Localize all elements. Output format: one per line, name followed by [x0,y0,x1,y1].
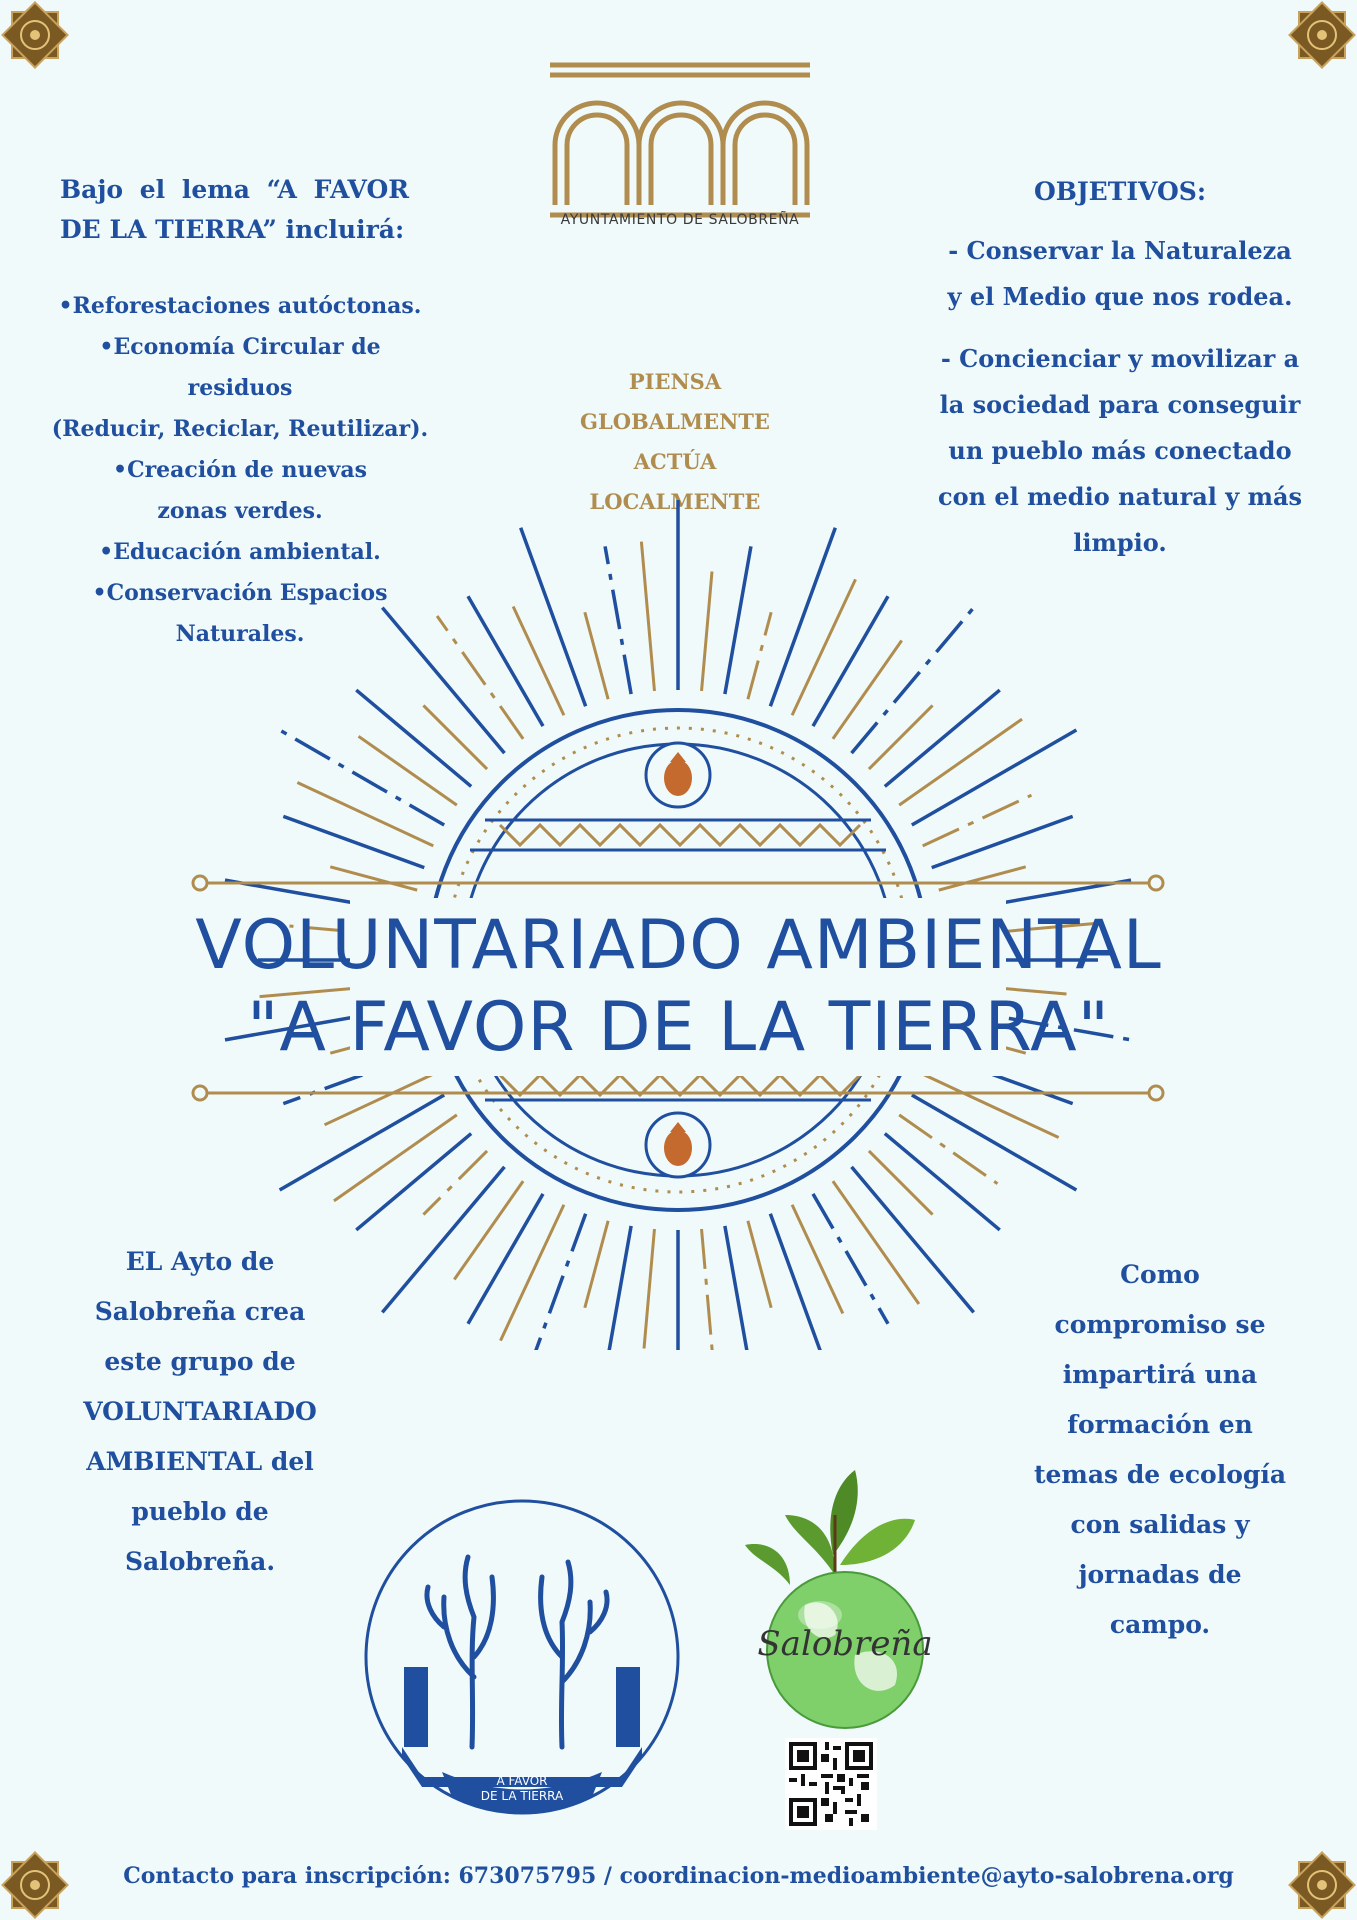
sunburst-ray [813,596,888,726]
sunburst-ray [932,816,1073,867]
objective-line: con el medio natural y más [937,482,1303,511]
sunburst-ray [468,1194,543,1324]
objective-line: - Concienciar y movilizar a [940,344,1300,373]
list-item: •Economía Circular de residuos [99,334,381,401]
list-item: •Creación de nuevas [113,457,367,483]
commitment-line: Como [1120,1260,1200,1289]
badge-line: A FAVOR [496,1774,548,1788]
star-ornament-icon [0,0,70,70]
star-ornament-icon [1287,0,1357,70]
sunburst-ray [833,1181,919,1304]
sunburst-ray [454,1181,523,1279]
sunburst-ray [359,736,457,805]
intro-line: Bajo el lema “A FAVOR [60,175,410,204]
globe-logo-text: Salobreña [757,1624,933,1664]
sunburst-ray [770,1214,835,1350]
sunburst-ray [923,1074,1059,1137]
sunburst-ray [334,1115,457,1201]
motto-line: PIENSA [628,369,722,394]
sunburst-ray [702,571,712,691]
description-line: EL Ayto de [125,1247,275,1276]
sunburst-ray [297,783,433,846]
sunburst-ray [356,1134,471,1230]
logo-caption: AYUNTAMIENTO DE SALOBREÑA [560,212,800,228]
salobrena-globe-logo [735,1455,955,1735]
contact-footer: Contacto para inscripción: 673075795 / coordinacion-medioambiente@ayto-salobrena.org [123,1863,1234,1889]
sunburst-ray [702,1229,715,1350]
arch-logo-icon [545,40,815,240]
sunburst-ray [852,1167,974,1313]
sunburst-ray [283,816,424,867]
commitment-line: temas de ecología [1033,1460,1287,1489]
commitment-line: impartirá una [1062,1360,1258,1389]
sunburst-ray [899,719,1022,805]
sunburst-ray [725,1226,751,1350]
sunburst-ray [770,528,835,707]
objective-line: un pueblo más conectado [948,436,1292,465]
sunburst-ray [605,546,631,694]
sunburst-ray [869,1151,933,1215]
sunburst-ray [869,705,933,769]
motto-line: GLOBALMENTE [580,409,770,434]
sunburst-ray [813,1194,888,1324]
qr-code-icon[interactable] [785,1738,877,1830]
list-item: •Reforestaciones autóctonas. [58,293,422,319]
sunburst-ray [423,705,487,769]
tree-badge-icon [362,1497,682,1817]
sunburst-ray [585,612,608,699]
sunburst-ray [792,579,855,715]
list-item: •Educación ambiental. [99,539,381,565]
commitment-line: compromiso se [1054,1310,1266,1339]
motto [545,362,805,522]
sunburst-ray [501,1205,564,1341]
globe-leaf-icon [735,1455,955,1735]
sunburst-ray [521,528,586,707]
description-line: Salobreña. [124,1547,276,1576]
description-line: pueblo de [131,1497,269,1526]
motto-line: LOCALMENTE [589,489,761,514]
description-line: AMBIENTAL del [86,1447,314,1476]
motto-line: ACTÚA [633,449,717,474]
description-line: este grupo de [104,1347,296,1376]
title-line: "A FAVOR DE LA TIERRA" [247,988,1110,1067]
title-line: VOLUNTARIADO AMBIENTAL [195,906,1162,985]
objective-line: - Conservar la Naturaleza [948,236,1292,265]
list-item: zonas verdes. [157,498,323,524]
sunburst-ray [468,596,543,726]
sunburst-ray [605,1226,631,1350]
sunburst-ray [899,1115,997,1184]
group-description [50,1237,350,1587]
list-item: (Reducir, Reciclar, Reutilizar). [51,416,429,442]
commitment-line: formación en [1067,1410,1253,1439]
intro-text [60,170,420,250]
sunburst-ray [423,1151,487,1215]
sunburst-ray [641,542,654,691]
sunburst-ray [330,867,417,890]
sunburst-ray [356,690,471,786]
sunburst-ray [885,690,1000,786]
sunburst-ray [521,1214,586,1350]
sunburst-ray [748,612,771,699]
sunburst-ray [748,1221,771,1308]
sunburst-ray [644,1229,654,1349]
sunburst-ray [437,616,523,739]
objective-line: y el Medio que nos rodea. [947,282,1293,311]
main-title [0,905,1357,1069]
sunburst-ray [833,641,902,739]
description-line: VOLUNTARIADO [83,1397,317,1426]
commitment-line: con salidas y [1070,1510,1250,1539]
description-line: Salobreña crea [94,1297,306,1326]
badge-line: DE LA TIERRA [480,1789,564,1803]
commitment-text [1010,1250,1310,1650]
commitment-line: jornadas de [1078,1560,1242,1589]
sunburst-ray [939,867,1026,890]
list-item: Naturales. [175,621,305,647]
objective-line: limpio. [1073,528,1167,557]
intro-line: DE LA TIERRA” incluirá: [60,215,405,244]
objectives-heading: OBJETIVOS: [1033,177,1207,206]
tree-badge [362,1497,682,1817]
list-item: •Conservación Espacios [92,580,388,606]
pomegranate-icon [646,1113,710,1177]
sunburst-ray [725,546,751,694]
commitment-line: campo. [1109,1610,1211,1639]
sunburst-ray [585,1221,608,1308]
pomegranate-icon [646,743,710,807]
sunburst-ray [885,1134,1000,1230]
objective-line: la sociedad para conseguir [939,390,1301,419]
